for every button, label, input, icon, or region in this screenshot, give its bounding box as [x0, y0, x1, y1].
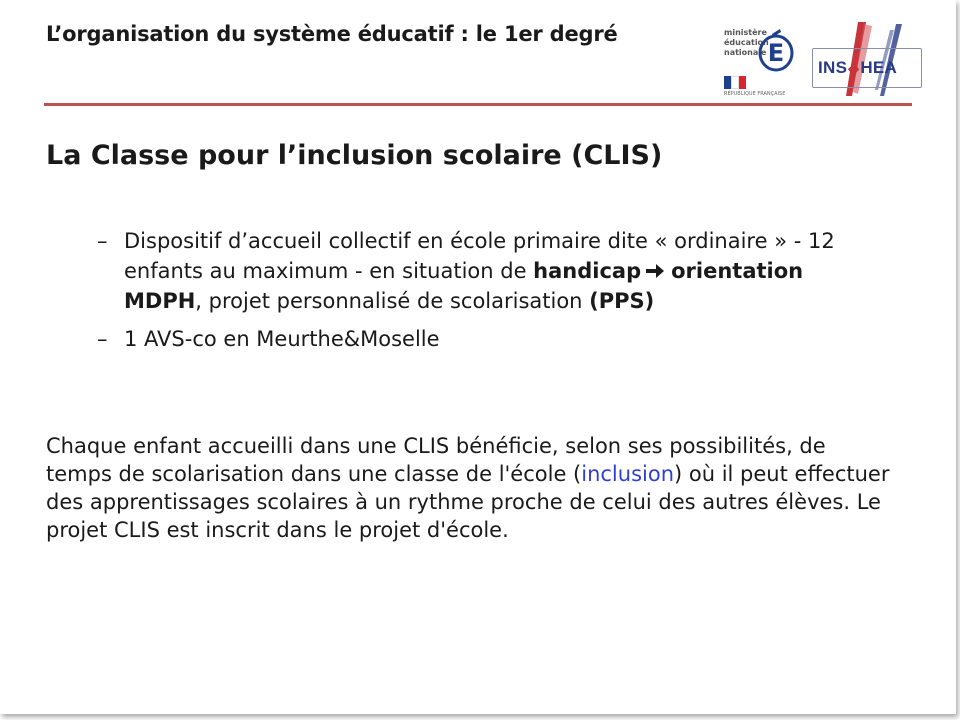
bullet-text: Dispositif d’accueil collectif en école primaire dite « ordinaire » - 12 enfants au maximum - en situation de handicap orientation MDPH, projet personnalisé de scolarisation (PPS) — [124, 229, 835, 313]
bullet-dash: – — [97, 229, 108, 253]
inshea-logo — [806, 20, 920, 98]
slide-heading: La Classe pour l’inclusion scolaire (CLIS) — [46, 140, 663, 171]
ministere-e-mark — [758, 28, 794, 72]
ministere-logo-words: ministère éducation nationale — [724, 28, 769, 57]
bullet-item — [97, 226, 837, 316]
body-paragraph: Chaque enfant accueilli dans une CLIS bénéficie, selon ses possibilités, de temps de scolarisation dans une classe de l'école (inclusion) où il peut effectuer des apprentissages scolaires à un rythme proche de celui des autres élèves. Le projet CLIS est inscrit dans le projet d'école. — [46, 434, 890, 542]
bullet-item — [97, 324, 837, 354]
svg-text:E: E — [767, 39, 785, 67]
inshea-wordmark: INS◆HEA — [818, 58, 898, 77]
header-title: L’organisation du système éducatif : le 1er degré — [46, 22, 618, 46]
bullet-list — [97, 226, 837, 362]
arrow-right-icon — [645, 263, 665, 279]
french-flag-icon — [724, 76, 746, 89]
ministere-footer: RÉPUBLIQUE FRANÇAISE — [724, 91, 786, 97]
inclusion-highlight: inclusion — [581, 462, 675, 486]
ministere-logo — [724, 18, 800, 96]
bullet-dash: – — [97, 327, 108, 351]
bullet-text: 1 AVS-co en Meurthe&Moselle — [124, 327, 440, 351]
header-divider — [44, 103, 912, 106]
